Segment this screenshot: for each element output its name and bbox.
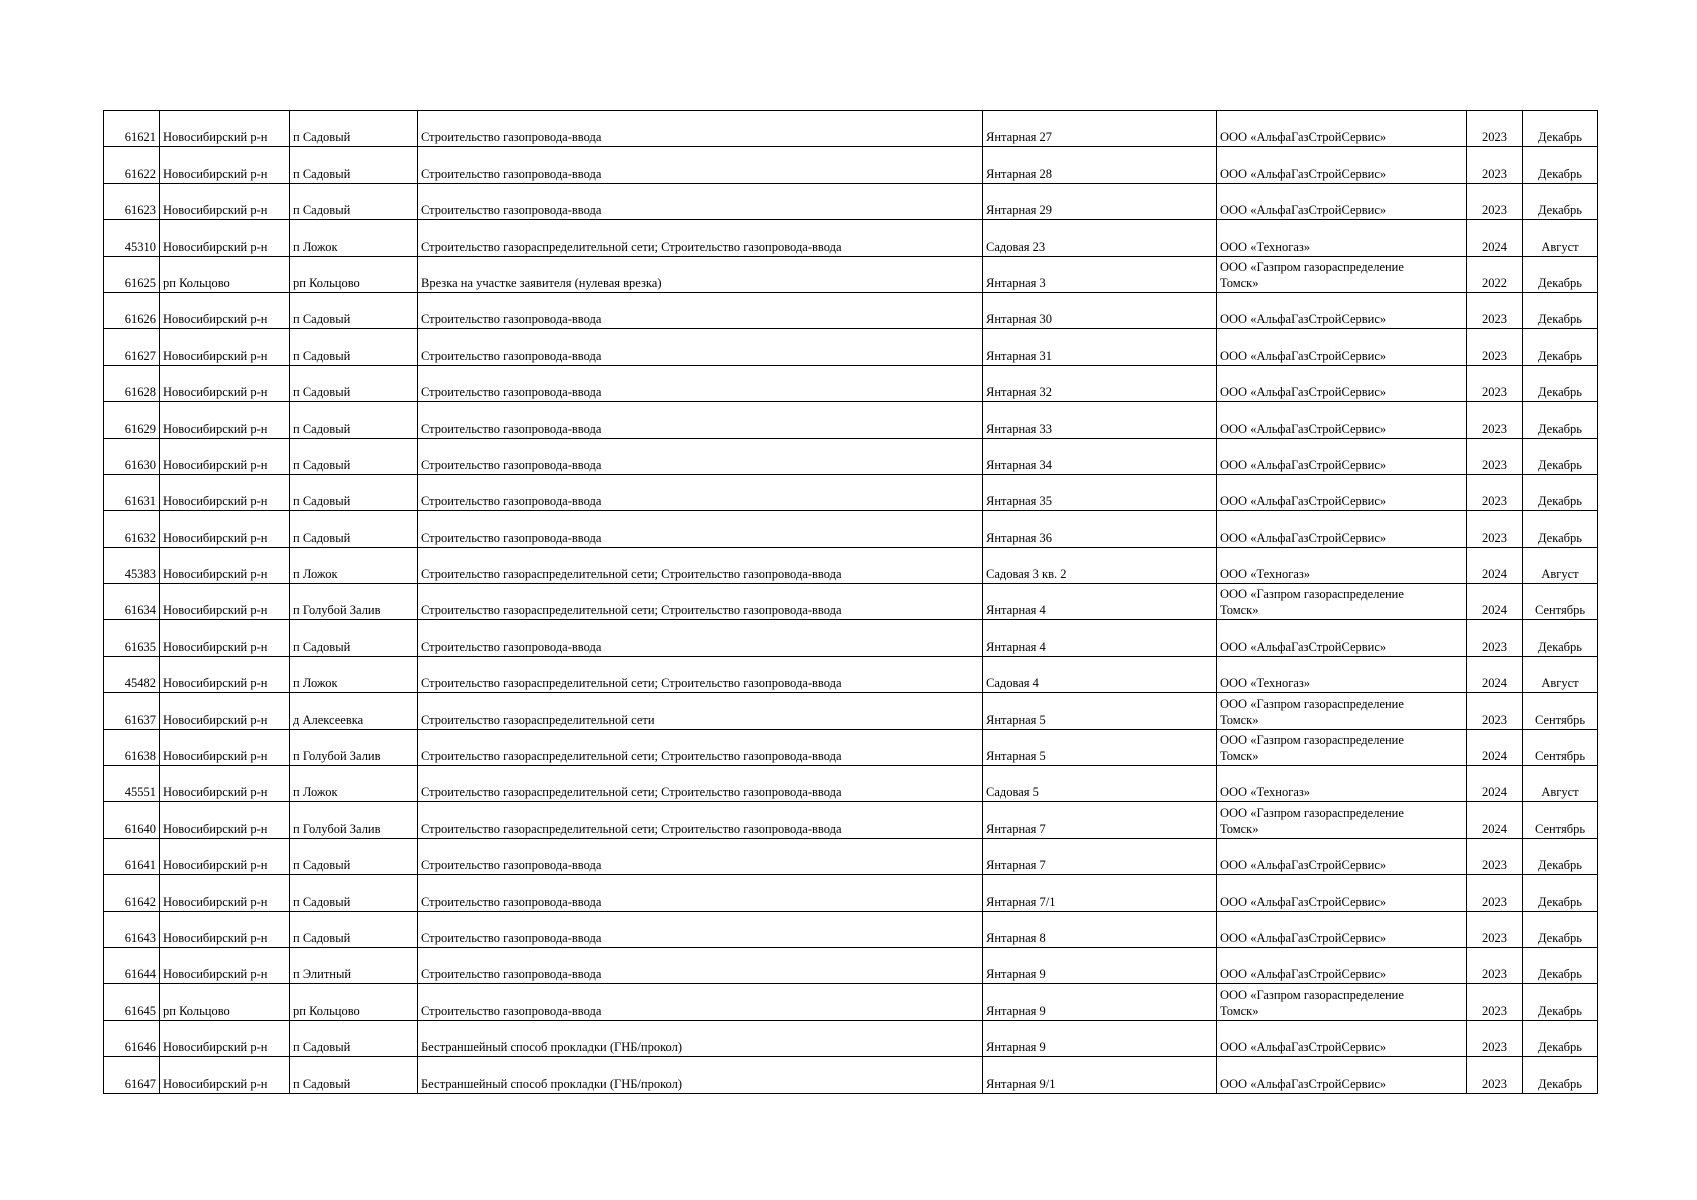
table-row (104, 1020, 1598, 1056)
cell-district: Новосибирский р-н (160, 402, 290, 438)
cell-locality: п Элитный (290, 947, 418, 983)
table-row (104, 984, 1598, 1020)
cell-locality: п Садовый (290, 402, 418, 438)
table-row (104, 183, 1598, 219)
cell-year: 2023 (1467, 365, 1523, 401)
cell-locality: п Ложок (290, 766, 418, 802)
cell-year: 2023 (1467, 292, 1523, 328)
cell-month: Декабрь (1523, 511, 1598, 547)
cell-contractor (1217, 911, 1467, 947)
table-row (104, 220, 1598, 256)
table-row (104, 329, 1598, 365)
cell-district: рп Кольцово (160, 256, 290, 292)
table-row (104, 365, 1598, 401)
table-row (104, 838, 1598, 874)
contractor-text: ООО «АльфаГазСтройСервис» (1220, 385, 1387, 400)
cell-locality: п Садовый (290, 329, 418, 365)
cell-work-type: Строительство газопровода-ввода (418, 875, 983, 911)
cell-month: Декабрь (1523, 911, 1598, 947)
contractor-text: ООО «АльфаГазСтройСервис» (1220, 457, 1387, 472)
cell-id: 61627 (104, 329, 160, 365)
cell-contractor (1217, 147, 1467, 183)
cell-id: 61646 (104, 1020, 160, 1056)
cell-district: Новосибирский р-н (160, 547, 290, 583)
cell-address: Янтарная 30 (983, 292, 1217, 328)
contractor-text: ООО «АльфаГазСтройСервис» (1220, 1076, 1387, 1091)
contractor-text: ООО «АльфаГазСтройСервис» (1220, 312, 1387, 327)
cell-work-type: Бестраншейный способ прокладки (ГНБ/прокол) (418, 1057, 983, 1093)
cell-year: 2023 (1467, 838, 1523, 874)
cell-district: рп Кольцово (160, 984, 290, 1020)
cell-address: Янтарная 5 (983, 693, 1217, 729)
cell-year: 2024 (1467, 802, 1523, 838)
cell-locality: п Садовый (290, 511, 418, 547)
cell-work-type: Строительство газораспределительной сети (418, 693, 983, 729)
cell-work-type: Строительство газопровода-ввода (418, 111, 983, 147)
cell-work-type: Строительство газораспределительной сети; Строительство газопровода-ввода (418, 729, 983, 765)
cell-id: 45383 (104, 547, 160, 583)
cell-month: Декабрь (1523, 329, 1598, 365)
contractor-text: ООО «Техногаз» (1220, 785, 1311, 800)
cell-address: Садовая 4 (983, 656, 1217, 692)
cell-work-type: Строительство газораспределительной сети; Строительство газопровода-ввода (418, 220, 983, 256)
cell-address: Янтарная 7 (983, 838, 1217, 874)
cell-id: 61631 (104, 474, 160, 510)
cell-contractor (1217, 547, 1467, 583)
cell-contractor (1217, 693, 1467, 729)
cell-year: 2024 (1467, 220, 1523, 256)
cell-locality: п Садовый (290, 365, 418, 401)
cell-work-type: Строительство газопровода-ввода (418, 838, 983, 874)
cell-contractor (1217, 402, 1467, 438)
cell-district: Новосибирский р-н (160, 766, 290, 802)
cell-id: 45482 (104, 656, 160, 692)
cell-year: 2023 (1467, 984, 1523, 1020)
contractor-text: ООО «АльфаГазСтройСервис» (1220, 967, 1387, 982)
cell-id: 61625 (104, 256, 160, 292)
cell-locality: п Садовый (290, 474, 418, 510)
cell-id: 61641 (104, 838, 160, 874)
cell-year: 2023 (1467, 620, 1523, 656)
table-row (104, 656, 1598, 692)
cell-id: 61630 (104, 438, 160, 474)
cell-locality: п Садовый (290, 147, 418, 183)
cell-locality: п Голубой Залив (290, 584, 418, 620)
cell-work-type: Строительство газораспределительной сети; Строительство газопровода-ввода (418, 584, 983, 620)
cell-locality: рп Кольцово (290, 984, 418, 1020)
cell-id: 61645 (104, 984, 160, 1020)
contractor-text: ООО «Газпром газораспределение Томск» (1220, 733, 1404, 764)
cell-contractor (1217, 438, 1467, 474)
cell-district: Новосибирский р-н (160, 729, 290, 765)
cell-id: 61638 (104, 729, 160, 765)
cell-month: Август (1523, 220, 1598, 256)
contractor-text: ООО «АльфаГазСтройСервис» (1220, 1040, 1387, 1055)
cell-locality: п Садовый (290, 292, 418, 328)
cell-district: Новосибирский р-н (160, 584, 290, 620)
cell-month: Август (1523, 547, 1598, 583)
table-row (104, 875, 1598, 911)
contractor-text: ООО «Газпром газораспределение Томск» (1220, 259, 1404, 290)
cell-contractor (1217, 511, 1467, 547)
cell-work-type: Строительство газопровода-ввода (418, 292, 983, 328)
cell-contractor (1217, 329, 1467, 365)
cell-work-type: Строительство газопровода-ввода (418, 474, 983, 510)
table-row (104, 729, 1598, 765)
cell-address: Янтарная 7 (983, 802, 1217, 838)
cell-address: Янтарная 9 (983, 1020, 1217, 1056)
table-row (104, 802, 1598, 838)
table-row (104, 693, 1598, 729)
cell-year: 2024 (1467, 584, 1523, 620)
cell-contractor (1217, 620, 1467, 656)
cell-month: Декабрь (1523, 183, 1598, 219)
table-row (104, 438, 1598, 474)
cell-district: Новосибирский р-н (160, 838, 290, 874)
table-row (104, 474, 1598, 510)
cell-id: 61622 (104, 147, 160, 183)
table-row (104, 584, 1598, 620)
cell-locality: п Садовый (290, 438, 418, 474)
cell-month: Декабрь (1523, 1020, 1598, 1056)
cell-address: Янтарная 32 (983, 365, 1217, 401)
cell-id: 61642 (104, 875, 160, 911)
cell-work-type: Бестраншейный способ прокладки (ГНБ/прокол) (418, 1020, 983, 1056)
cell-locality: п Садовый (290, 183, 418, 219)
cell-district: Новосибирский р-н (160, 365, 290, 401)
cell-month: Декабрь (1523, 365, 1598, 401)
cell-year: 2024 (1467, 729, 1523, 765)
contractor-text: ООО «АльфаГазСтройСервис» (1220, 894, 1387, 909)
cell-id: 61621 (104, 111, 160, 147)
cell-id: 61640 (104, 802, 160, 838)
cell-year: 2023 (1467, 147, 1523, 183)
table-body (104, 111, 1598, 1094)
cell-work-type: Строительство газопровода-ввода (418, 438, 983, 474)
cell-contractor (1217, 802, 1467, 838)
cell-district: Новосибирский р-н (160, 511, 290, 547)
cell-address: Янтарная 7/1 (983, 875, 1217, 911)
cell-locality: п Ложок (290, 220, 418, 256)
cell-locality: п Садовый (290, 1057, 418, 1093)
cell-district: Новосибирский р-н (160, 911, 290, 947)
contractor-text: ООО «АльфаГазСтройСервис» (1220, 930, 1387, 945)
cell-address: Янтарная 31 (983, 329, 1217, 365)
cell-contractor (1217, 875, 1467, 911)
cell-id: 61634 (104, 584, 160, 620)
cell-month: Декабрь (1523, 292, 1598, 328)
cell-locality: п Садовый (290, 1020, 418, 1056)
cell-month: Декабрь (1523, 438, 1598, 474)
cell-locality: п Голубой Залив (290, 729, 418, 765)
cell-contractor (1217, 947, 1467, 983)
cell-year: 2023 (1467, 438, 1523, 474)
table-row (104, 947, 1598, 983)
cell-id: 61623 (104, 183, 160, 219)
contractor-text: ООО «АльфаГазСтройСервис» (1220, 858, 1387, 873)
cell-work-type: Строительство газопровода-ввода (418, 511, 983, 547)
cell-id: 61628 (104, 365, 160, 401)
cell-address: Янтарная 4 (983, 584, 1217, 620)
cell-year: 2023 (1467, 1020, 1523, 1056)
cell-locality: рп Кольцово (290, 256, 418, 292)
table-row (104, 620, 1598, 656)
cell-address: Янтарная 27 (983, 111, 1217, 147)
cell-address: Янтарная 9/1 (983, 1057, 1217, 1093)
cell-work-type: Строительство газопровода-ввода (418, 984, 983, 1020)
cell-month: Декабрь (1523, 838, 1598, 874)
cell-district: Новосибирский р-н (160, 947, 290, 983)
cell-address: Садовая 5 (983, 766, 1217, 802)
cell-work-type: Строительство газораспределительной сети; Строительство газопровода-ввода (418, 656, 983, 692)
contractor-text: ООО «АльфаГазСтройСервис» (1220, 639, 1387, 654)
cell-id: 61635 (104, 620, 160, 656)
cell-year: 2023 (1467, 183, 1523, 219)
cell-locality: д Алексеевка (290, 693, 418, 729)
cell-address: Янтарная 5 (983, 729, 1217, 765)
cell-district: Новосибирский р-н (160, 656, 290, 692)
table-row (104, 547, 1598, 583)
cell-district: Новосибирский р-н (160, 292, 290, 328)
cell-year: 2023 (1467, 693, 1523, 729)
cell-district: Новосибирский р-н (160, 329, 290, 365)
cell-district: Новосибирский р-н (160, 875, 290, 911)
cell-year: 2023 (1467, 474, 1523, 510)
cell-id: 45310 (104, 220, 160, 256)
table-row (104, 111, 1598, 147)
cell-id: 61629 (104, 402, 160, 438)
cell-id: 61643 (104, 911, 160, 947)
cell-month: Сентябрь (1523, 584, 1598, 620)
cell-work-type: Строительство газопровода-ввода (418, 947, 983, 983)
cell-month: Август (1523, 656, 1598, 692)
cell-district: Новосибирский р-н (160, 1020, 290, 1056)
contractor-text: ООО «Газпром газораспределение Томск» (1220, 696, 1404, 727)
cell-district: Новосибирский р-н (160, 147, 290, 183)
cell-address: Янтарная 9 (983, 984, 1217, 1020)
cell-address: Янтарная 9 (983, 947, 1217, 983)
cell-year: 2024 (1467, 547, 1523, 583)
cell-year: 2023 (1467, 1057, 1523, 1093)
cell-work-type: Строительство газопровода-ввода (418, 329, 983, 365)
cell-work-type: Строительство газораспределительной сети; Строительство газопровода-ввода (418, 766, 983, 802)
cell-year: 2023 (1467, 402, 1523, 438)
cell-month: Сентябрь (1523, 802, 1598, 838)
table-row (104, 147, 1598, 183)
table-row (104, 292, 1598, 328)
contractor-text: ООО «Техногаз» (1220, 239, 1311, 254)
cell-year: 2024 (1467, 766, 1523, 802)
cell-locality: п Садовый (290, 111, 418, 147)
cell-locality: п Ложок (290, 547, 418, 583)
cell-work-type: Строительство газораспределительной сети; Строительство газопровода-ввода (418, 547, 983, 583)
cell-district: Новосибирский р-н (160, 693, 290, 729)
cell-work-type: Строительство газопровода-ввода (418, 365, 983, 401)
cell-district: Новосибирский р-н (160, 438, 290, 474)
cell-id: 61647 (104, 1057, 160, 1093)
cell-year: 2023 (1467, 875, 1523, 911)
cell-contractor (1217, 1057, 1467, 1093)
cell-locality: п Голубой Залив (290, 802, 418, 838)
cell-year: 2022 (1467, 256, 1523, 292)
cell-month: Декабрь (1523, 875, 1598, 911)
cell-contractor (1217, 365, 1467, 401)
cell-district: Новосибирский р-н (160, 620, 290, 656)
table-row (104, 402, 1598, 438)
cell-locality: п Ложок (290, 656, 418, 692)
cell-month: Сентябрь (1523, 693, 1598, 729)
cell-month: Август (1523, 766, 1598, 802)
cell-work-type: Строительство газопровода-ввода (418, 911, 983, 947)
cell-district: Новосибирский р-н (160, 111, 290, 147)
cell-year: 2024 (1467, 656, 1523, 692)
cell-month: Декабрь (1523, 474, 1598, 510)
cell-month: Декабрь (1523, 984, 1598, 1020)
cell-contractor (1217, 838, 1467, 874)
cell-year: 2023 (1467, 329, 1523, 365)
table-row (104, 766, 1598, 802)
cell-contractor (1217, 256, 1467, 292)
cell-district: Новосибирский р-н (160, 802, 290, 838)
cell-work-type: Строительство газопровода-ввода (418, 183, 983, 219)
cell-address: Янтарная 36 (983, 511, 1217, 547)
cell-month: Декабрь (1523, 402, 1598, 438)
cell-address: Янтарная 33 (983, 402, 1217, 438)
cell-contractor (1217, 292, 1467, 328)
contractor-text: ООО «Техногаз» (1220, 567, 1311, 582)
table-row (104, 911, 1598, 947)
cell-id: 61632 (104, 511, 160, 547)
cell-address: Янтарная 35 (983, 474, 1217, 510)
cell-month: Сентябрь (1523, 729, 1598, 765)
cell-contractor (1217, 183, 1467, 219)
cell-address: Янтарная 29 (983, 183, 1217, 219)
cell-month: Декабрь (1523, 947, 1598, 983)
contractor-text: ООО «АльфаГазСтройСервис» (1220, 130, 1387, 145)
cell-year: 2023 (1467, 911, 1523, 947)
cell-work-type: Строительство газопровода-ввода (418, 147, 983, 183)
cell-locality: п Садовый (290, 875, 418, 911)
cell-contractor (1217, 220, 1467, 256)
cell-district: Новосибирский р-н (160, 220, 290, 256)
contractor-text: ООО «АльфаГазСтройСервис» (1220, 421, 1387, 436)
contractor-text: ООО «АльфаГазСтройСервис» (1220, 530, 1387, 545)
contractor-text: ООО «Газпром газораспределение Томск» (1220, 805, 1404, 836)
cell-address: Янтарная 4 (983, 620, 1217, 656)
cell-id: 61626 (104, 292, 160, 328)
cell-month: Декабрь (1523, 256, 1598, 292)
cell-district: Новосибирский р-н (160, 1057, 290, 1093)
cell-month: Декабрь (1523, 1057, 1598, 1093)
cell-id: 61637 (104, 693, 160, 729)
gas-works-table (103, 110, 1598, 1094)
cell-district: Новосибирский р-н (160, 474, 290, 510)
cell-address: Садовая 3 кв. 2 (983, 547, 1217, 583)
contractor-text: ООО «Газпром газораспределение Томск» (1220, 587, 1404, 618)
contractor-text: ООО «АльфаГазСтройСервис» (1220, 166, 1387, 181)
cell-work-type: Строительство газопровода-ввода (418, 402, 983, 438)
cell-month: Декабрь (1523, 620, 1598, 656)
contractor-text: ООО «АльфаГазСтройСервис» (1220, 203, 1387, 218)
cell-id: 45551 (104, 766, 160, 802)
contractor-text: ООО «Газпром газораспределение Томск» (1220, 987, 1404, 1018)
cell-address: Янтарная 8 (983, 911, 1217, 947)
cell-contractor (1217, 984, 1467, 1020)
cell-locality: п Садовый (290, 620, 418, 656)
cell-contractor (1217, 1020, 1467, 1056)
cell-locality: п Садовый (290, 911, 418, 947)
cell-contractor (1217, 111, 1467, 147)
cell-contractor (1217, 656, 1467, 692)
cell-district: Новосибирский р-н (160, 183, 290, 219)
cell-work-type: Строительство газопровода-ввода (418, 620, 983, 656)
cell-year: 2023 (1467, 111, 1523, 147)
table-row (104, 256, 1598, 292)
cell-address: Янтарная 28 (983, 147, 1217, 183)
cell-address: Янтарная 3 (983, 256, 1217, 292)
contractor-text: ООО «АльфаГазСтройСервис» (1220, 494, 1387, 509)
cell-contractor (1217, 766, 1467, 802)
cell-contractor (1217, 584, 1467, 620)
contractor-text: ООО «Техногаз» (1220, 676, 1311, 691)
cell-month: Декабрь (1523, 147, 1598, 183)
cell-id: 61644 (104, 947, 160, 983)
cell-month: Декабрь (1523, 111, 1598, 147)
cell-address: Янтарная 34 (983, 438, 1217, 474)
cell-work-type: Строительство газораспределительной сети; Строительство газопровода-ввода (418, 802, 983, 838)
cell-year: 2023 (1467, 511, 1523, 547)
table-row (104, 1057, 1598, 1093)
cell-work-type: Врезка на участке заявителя (нулевая врезка) (418, 256, 983, 292)
cell-year: 2023 (1467, 947, 1523, 983)
cell-contractor (1217, 729, 1467, 765)
contractor-text: ООО «АльфаГазСтройСервис» (1220, 348, 1387, 363)
cell-contractor (1217, 474, 1467, 510)
cell-address: Садовая 23 (983, 220, 1217, 256)
table-row (104, 511, 1598, 547)
cell-locality: п Садовый (290, 838, 418, 874)
